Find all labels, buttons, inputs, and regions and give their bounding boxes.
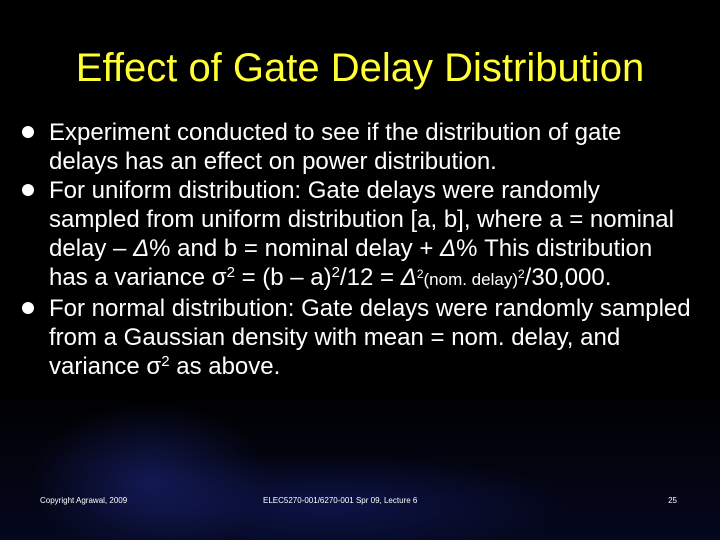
bullet-item-uniform — [22, 176, 692, 294]
superscript-two: 2 — [517, 267, 525, 281]
bullet-dot-icon — [22, 302, 34, 314]
slide-title: Effect of Gate Delay Distribution — [75, 46, 645, 90]
delta-symbol: Δ — [440, 235, 457, 262]
uniform-text-part-5: /12 = — [339, 264, 401, 291]
bullet-list — [22, 118, 692, 381]
footer-page-number: 25 — [668, 496, 677, 505]
delta-symbol: Δ — [133, 235, 150, 262]
superscript-two: 2 — [331, 264, 340, 281]
normal-text-part-2: as above. — [169, 353, 281, 380]
superscript-two: 2 — [416, 267, 424, 281]
uniform-text-part-3: % This distribution has a variance σ — [49, 235, 653, 291]
uniform-text-part-7: /30,000. — [524, 264, 612, 291]
bullet-text: Experiment conducted to see if the distribution of gate delays has an effect on power distribution. — [49, 119, 622, 175]
footer-copyright: Copyright Agrawal, 2009 — [40, 496, 128, 505]
normal-text-part-1: For normal distribution: Gate delays were randomly sampled from a Gaussian density with mean = nom. delay, and variance σ — [49, 295, 691, 380]
superscript-two: 2 — [161, 353, 170, 370]
uniform-text-part-2: % and b = nominal delay + — [149, 235, 441, 262]
footer-course: ELEC5270-001/6270-001 Spr 09, Lecture 6 — [263, 496, 418, 505]
bullet-dot-icon — [22, 184, 34, 196]
uniform-text-part-1: For uniform distribution: Gate delays were randomly sampled from uniform distribution [a, b], where a = nominal delay – — [49, 177, 674, 262]
uniform-text-part-6: (nom. delay) — [423, 270, 518, 289]
uniform-text-part-4: = (b – a) — [234, 264, 332, 291]
bullet-item-normal — [22, 294, 692, 381]
variance-formula-small — [416, 267, 525, 289]
bullet-item-experiment — [22, 118, 692, 176]
delta-symbol: Δ — [400, 264, 417, 291]
superscript-two: 2 — [226, 264, 235, 281]
bullet-dot-icon — [22, 126, 34, 138]
